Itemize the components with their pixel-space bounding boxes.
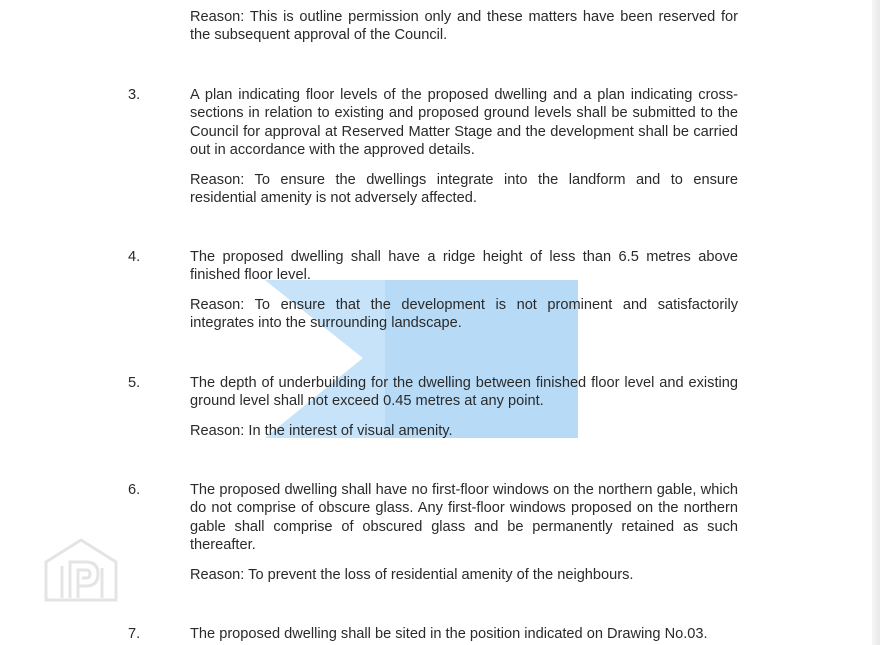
condition-text: The depth of underbuilding for the dwelling between finished floor level and existing ground level shall not exceed 0.45 metres at any point. (190, 375, 738, 410)
page-edge (872, 0, 880, 645)
intro-reason: Reason: This is outline permission only and these matters have been reserved for the subsequent approval of the Council. (190, 9, 738, 44)
condition-text: The proposed dwelling shall have no first-floor windows on the northern gable, which do not comprise of obscure glass. Any first-floor windows proposed on the northern gable shall comprise of obscured glass and be permanently retained as such thereafter. (190, 482, 738, 554)
condition-text: A plan indicating floor levels of the proposed dwelling and a plan indicating cross-sections in relation to existing and proposed ground levels shall be submitted to the Council for approval at Reserved Matter Stage and the development shall be carried out in accordance with the approved details. (190, 87, 738, 159)
condition-reason: Reason: In the interest of visual amenity. (190, 423, 453, 439)
condition-reason: Reason: To ensure the dwellings integrate into the landform and to ensure residential amenity is not adversely affected. (190, 172, 738, 207)
condition-number: 6. (128, 482, 141, 498)
condition-reason: Reason: To ensure that the development is not prominent and satisfactorily integrates into the surrounding landscape. (190, 297, 738, 332)
condition-text: The proposed dwelling shall have a ridge height of less than 6.5 metres above finished floor level. (190, 249, 738, 284)
condition-number: 4. (128, 249, 141, 265)
condition-number: 5. (128, 375, 141, 391)
condition-number: 3. (128, 87, 141, 103)
condition-reason: Reason: To prevent the loss of residential amenity of the neighbours. (190, 567, 634, 583)
watermark-logo (42, 536, 120, 604)
condition-number: 7. (128, 626, 141, 642)
condition-text: The proposed dwelling shall be sited in the position indicated on Drawing No.03. (190, 626, 708, 642)
